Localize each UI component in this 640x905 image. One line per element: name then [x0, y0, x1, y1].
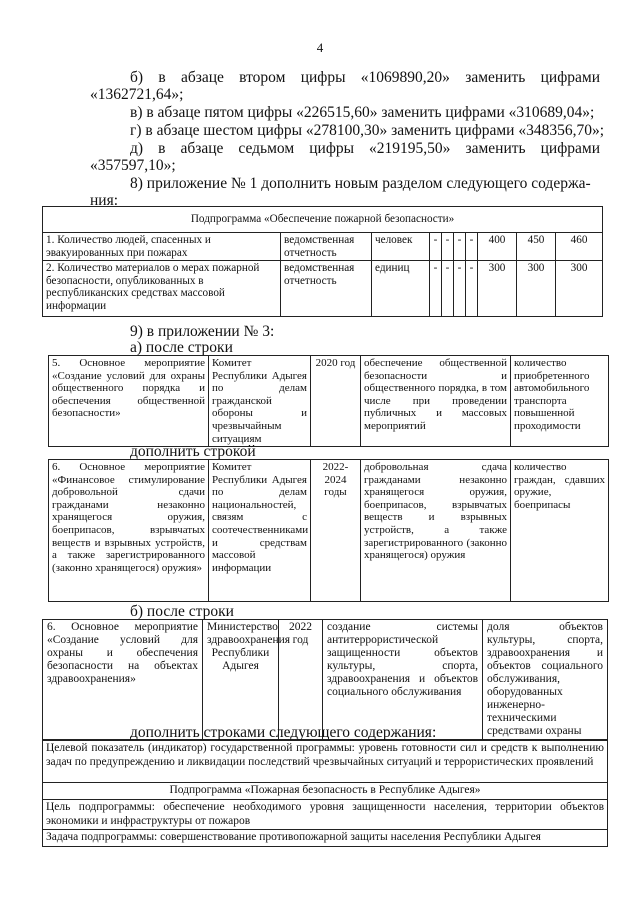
- executor-cell: Комитет Республики Адыгея по делам гражданской обороны и чрезвычайным ситуациям: [209, 356, 311, 447]
- term-cell: 2022 год: [279, 620, 323, 740]
- result-cell: добровольная сдача гражданами незаконно хранящегося оружия, боеприпасов, взрывчатых веществ и взрывных устройств, а также зарегистрированного (законно хранящегося) оружия: [361, 460, 511, 602]
- value-cell: 300: [517, 261, 556, 317]
- paragraph-d-line1: д) в абзаце седьмом цифры «219195,50» заменить цифрами: [130, 140, 600, 157]
- measure-cell: 5. Основное мероприятие «Создание условий для охраны общественного порядка и обеспечения общественной безопасности»: [49, 356, 209, 447]
- measure-cell: 6. Основное мероприятие «Финансовое стимулирование добровольной сдачи гражданами незаконно хранящегося оружия, боеприпасов, взрывчатых веществ и взрывных устройств, а также зарегистрированного (законно хранящегося) оружия»: [49, 460, 209, 602]
- value-cell: -: [466, 261, 478, 317]
- indicator-source: ведомственная отчетность: [281, 261, 372, 317]
- table-row: [49, 356, 609, 447]
- result-cell: обеспечение общественной безопасности и общественного порядка, в том числе при проведении публичных и массовых мероприятий: [361, 356, 511, 447]
- value-cell: -: [430, 261, 442, 317]
- term-cell: 2022-2024 годы: [311, 460, 361, 602]
- executor-cell: Комитет Республики Адыгея по делам национальностей, связям с соотечественниками и средствам массовой информации: [209, 460, 311, 602]
- paragraph-b-line2: «1362721,64»;: [90, 86, 184, 103]
- measure-table-6-added: [48, 459, 609, 602]
- subprogram-title-row: Подпрограмма «Пожарная безопасность в Республике Адыгея»: [43, 783, 608, 800]
- subprogram-goal-row: Цель подпрограммы: обеспечение необходимого уровня защищенности населения, территории объектов экономики и инфраструктуры от пожаров: [43, 800, 608, 830]
- value-cell: -: [442, 261, 454, 317]
- executor-cell: Министерство здравоохранения Республики Адыгея: [203, 620, 279, 740]
- value-cell: 300: [478, 261, 517, 317]
- label-after-row-a: а) после строки: [130, 339, 233, 356]
- value-cell: 460: [556, 233, 603, 261]
- indicator-name: 1. Количество людей, спасенных и эвакуированных при пожарах: [43, 233, 281, 261]
- table-row: [43, 261, 603, 317]
- table-row: [49, 460, 609, 602]
- table-row: [43, 620, 608, 740]
- value-cell: 400: [478, 233, 517, 261]
- measure-cell: 6. Основное мероприятие «Создание условий для охраны и обеспечения безопасности на объектах здравоохранения»: [43, 620, 203, 740]
- paragraph-8-line1: 8) приложение № 1 дополнить новым разделом следующего содержа-: [130, 175, 591, 192]
- value-cell: -: [454, 261, 466, 317]
- paragraph-b-line1: б) в абзаце втором цифры «1069890,20» заменить цифрами: [130, 69, 600, 86]
- value-cell: 450: [517, 233, 556, 261]
- measure-table-5: [48, 355, 609, 447]
- value-cell: 300: [556, 261, 603, 317]
- value-cell: -: [466, 233, 478, 261]
- indicator-cell: количество приобретенного автомобильного транспорта повышенной проходимости: [511, 356, 609, 447]
- label-after-row-b: б) после строки: [130, 603, 234, 620]
- measure-table-6: [42, 619, 608, 740]
- paragraph-v: в) в абзаце пятом цифры «226515,60» заменить цифрами «310689,04»;: [130, 104, 595, 121]
- indicator-source: ведомственная отчетность: [281, 233, 372, 261]
- paragraph-d-line2: «357597,10»;: [90, 157, 176, 174]
- subprogram-table: [42, 740, 608, 847]
- label-add-rows: дополнить строками следующего содержания:: [130, 724, 437, 741]
- target-indicator-row: Целевой показатель (индикатор) государственной программы: уровень готовности сил и средств к выполнению задач по предупреждению и ликвидации последствий чрезвычайных ситуаций и террористических проявлений: [43, 741, 608, 783]
- paragraph-9: 9) в приложении № 3:: [130, 323, 275, 340]
- result-cell: создание системы антитеррористической защищенности объектов культуры, спорта, здравоохранения и объектов социального обслуживания: [323, 620, 483, 740]
- indicator-unit: человек: [372, 233, 430, 261]
- paragraph-8-line2: ния:: [90, 192, 119, 209]
- term-cell: 2020 год: [311, 356, 361, 447]
- indicators-table: [42, 206, 603, 317]
- table-row: [43, 233, 603, 261]
- subprogram-task-row: Задача подпрограммы: совершенствование противопожарной защиты населения Республики Адыгея: [43, 830, 608, 847]
- value-cell: -: [430, 233, 442, 261]
- indicator-cell: количество граждан, сдавших оружие, боеприпасы: [511, 460, 609, 602]
- indicator-name: 2. Количество материалов о мерах пожарной безопасности, опубликованных в республиканских средствах массовой информации: [43, 261, 281, 317]
- paragraph-g: г) в абзаце шестом цифры «278100,30» заменить цифрами «348356,70»;: [130, 122, 605, 139]
- indicator-unit: единиц: [372, 261, 430, 317]
- indicator-cell: доля объектов культуры, спорта, здравоохранения и объектов социального обслуживания, оборудованных инженерно-техническими средствами охраны: [483, 620, 608, 740]
- page-number: 4: [316, 40, 324, 55]
- label-add-row: дополнить строкой: [130, 443, 256, 460]
- value-cell: -: [442, 233, 454, 261]
- subprogram-header: Подпрограмма «Обеспечение пожарной безопасности»: [43, 207, 603, 233]
- value-cell: -: [454, 233, 466, 261]
